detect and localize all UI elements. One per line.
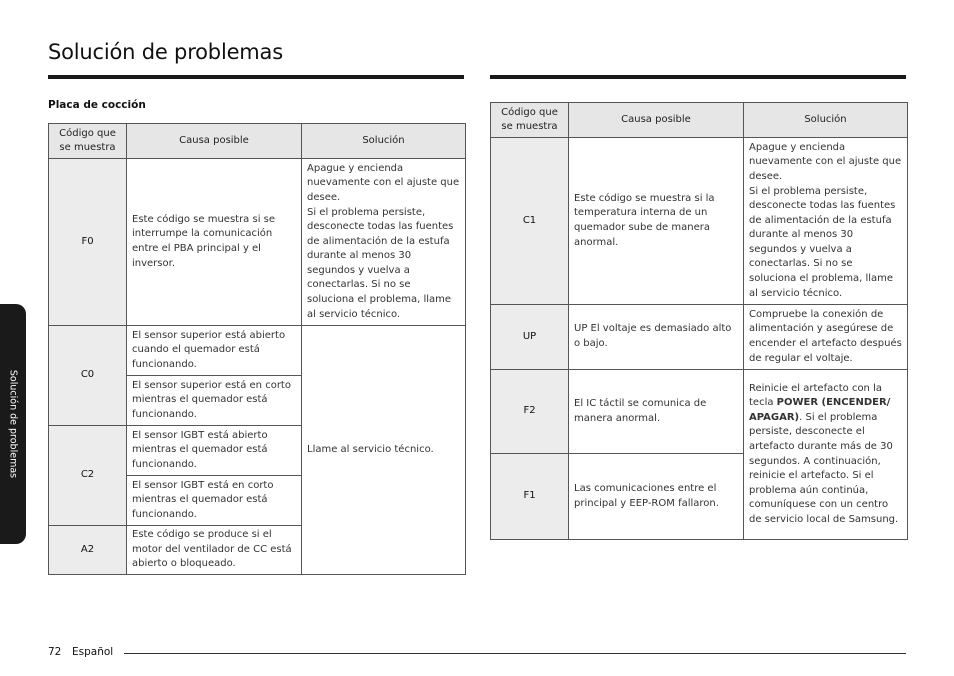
footer-rule [124, 653, 906, 654]
table-row [491, 138, 908, 305]
header-cause: Causa posible [569, 103, 744, 138]
error-code: C0 [49, 326, 127, 426]
solution-cell: Compruebe la conexión de alimentación y asegúrese de encender el artefacto después de regular el voltaje. [744, 305, 908, 370]
error-code: F1 [491, 454, 569, 540]
solution-text: . Si el problema persiste, desconecte el artefacto durante más de 30 segundos. A continuación, reinicie el artefacto. Si el problema aún continúa, comuníquese con un centro de servicio local de Samsung. [749, 411, 899, 525]
error-code: F0 [49, 159, 127, 326]
table-header-row [49, 124, 466, 159]
table-row [491, 305, 908, 370]
error-code: UP [491, 305, 569, 370]
page-title: Solución de problemas [48, 40, 283, 64]
solution-cell: Llame al servicio técnico. [302, 326, 466, 575]
left-troubleshooting-table [48, 123, 466, 575]
error-code: C1 [491, 138, 569, 305]
solution-cell [744, 370, 908, 540]
error-code: F2 [491, 370, 569, 454]
title-rule-right [490, 75, 906, 79]
table-header-row [491, 103, 908, 138]
header-cause: Causa posible [127, 124, 302, 159]
table-row [491, 370, 908, 454]
table-row [49, 159, 466, 326]
solution-text: Reinicie el artefacto con la tecla [749, 382, 882, 409]
header-code: Código que se muestra [491, 103, 569, 138]
section-side-tab [0, 304, 26, 544]
table-row [49, 326, 466, 376]
cause-cell: Este código se produce si el motor del ventilador de CC está abierto o bloqueado. [127, 526, 302, 575]
cause-cell: El sensor superior está abierto cuando el quemador está funcionando. [127, 326, 302, 376]
error-code: A2 [49, 526, 127, 575]
side-tab-label: Solución de problemas [7, 369, 19, 479]
cause-cell: UP El voltaje es demasiado alto o bajo. [569, 305, 744, 370]
cause-cell: Las comunicaciones entre el principal y EEP-ROM fallaron. [569, 454, 744, 540]
header-solution: Solución [302, 124, 466, 159]
header-solution: Solución [744, 103, 908, 138]
right-troubleshooting-table [490, 102, 908, 540]
footer-language: Español [72, 646, 114, 658]
cause-cell: El sensor superior está en corto mientras el quemador está funcionando. [127, 376, 302, 426]
cause-cell: El sensor IGBT está abierto mientras el quemador está funcionando. [127, 426, 302, 476]
solution-cell: Apague y encienda nuevamente con el ajuste que desee. Si el problema persiste, desconecte todas las fuentes de alimentación de la estufa durante al menos 30 segundos y vuelva a conectarlas. Si no se soluciona el problema, llame al servicio técnico. [744, 138, 908, 305]
error-code: C2 [49, 426, 127, 526]
solution-cell: Apague y encienda nuevamente con el ajuste que desee. Si el problema persiste, desconecte todas las fuentes de alimentación de la estufa durante al menos 30 segundos y vuelva a conectarlas. Si no se soluciona el problema, llame al servicio técnico. [302, 159, 466, 326]
cause-cell: Este código se muestra si se interrumpe la comunicación entre el PBA principal y el inversor. [127, 159, 302, 326]
power-key-label: POWER (ENCENDER/ APAGAR) [749, 397, 891, 423]
page-number: 72 [48, 646, 62, 658]
cause-cell: El sensor IGBT está en corto mientras el quemador está funcionando. [127, 476, 302, 526]
cause-cell: Este código se muestra si la temperatura interna de un quemador sube de manera anormal. [569, 138, 744, 305]
title-rule-left [48, 75, 464, 79]
header-code: Código que se muestra [49, 124, 127, 159]
section-heading: Placa de cocción [48, 99, 146, 111]
cause-cell: El IC táctil se comunica de manera anormal. [569, 370, 744, 454]
